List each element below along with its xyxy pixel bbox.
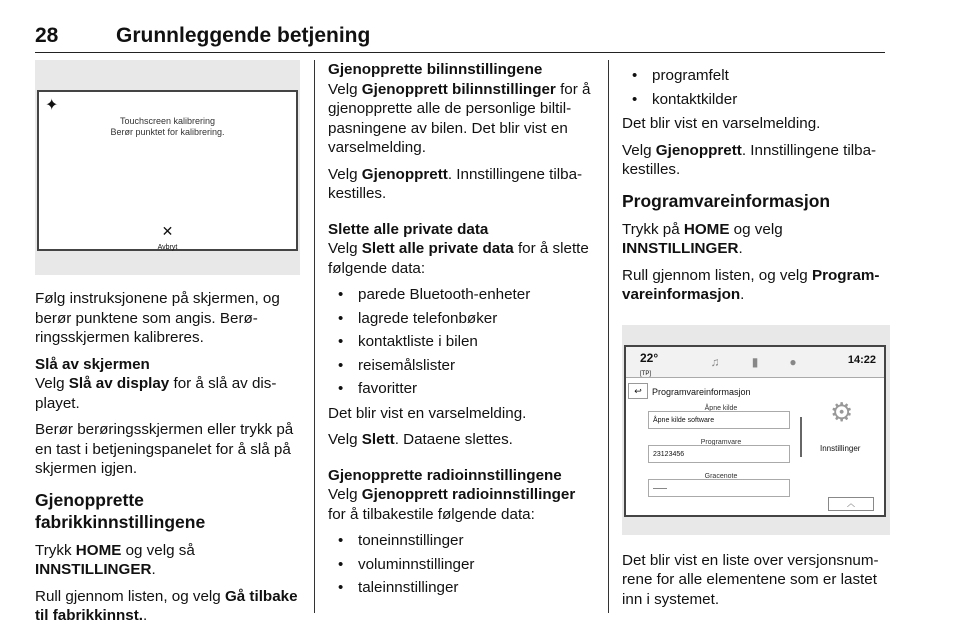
gear-icon[interactable]: ⚙ xyxy=(830,396,854,427)
calibration-intro: Følg instruksjonene på skjermen, og berør punktene som angis. Berø- ringsskjermen kalibreres. xyxy=(35,290,280,346)
status-bar xyxy=(626,347,884,378)
list-item[interactable]: Åpne kilde software xyxy=(648,411,790,429)
screen-off-heading: Slå av skjermen xyxy=(35,355,150,373)
col3-paragraph-1: Det blir vist en varselmelding. xyxy=(622,115,821,132)
page-header xyxy=(35,10,885,53)
radio-settings-list-continued xyxy=(622,66,890,109)
list-item: • kontaktliste i bilen xyxy=(328,332,596,352)
column-1 xyxy=(35,60,300,633)
traffic-program-indicator: [TP] xyxy=(640,370,652,377)
column-2 xyxy=(328,60,596,603)
factory-reset-paragraph-2: Rull gjennom listen, og velg Gå tilbake til fabrikkinnst.. xyxy=(35,587,298,624)
settings-label[interactable]: Innstillinger xyxy=(820,443,861,453)
radio-settings-list xyxy=(328,531,596,598)
factory-reset-paragraph-1: Trykk HOME og velg så INNSTILLINGER. xyxy=(35,541,195,578)
private-data-paragraph-3: Velg Slett. Dataene slettes. xyxy=(328,431,513,448)
list-item: • reisemålslister xyxy=(328,356,596,376)
screen-off-paragraph-2: Berør berøringsskjermen eller trykk på en tast i betjeningspanelet for å slå på skjermen igjen. xyxy=(35,421,294,477)
list-item[interactable]: —— xyxy=(648,479,790,497)
calibration-hint: Berør punktet for kalibrering. xyxy=(110,127,225,137)
private-data-paragraph-1: Velg Slett alle private data for å slette følgende data: xyxy=(328,240,589,277)
vehicle-settings-paragraph-1: Velg Gjenopprett bilinnstillinger for å gjenopprette alle de personlige biltil- pasningene av bilen. Det blir vist en varselmelding. xyxy=(328,80,591,156)
screen-off-paragraph-1: Velg Slå av display for å slå av dis- playet. xyxy=(35,375,277,412)
private-data-paragraph-2: Det blir vist en varselmelding. xyxy=(328,404,527,422)
factory-reset-heading: Gjenopprette fabrikkinnstillingene xyxy=(35,489,206,532)
software-info-heading: Programvareinformasjon xyxy=(622,190,831,211)
software-info-paragraph-2: Rull gjennom listen, og velg Program- vareinformasjon. xyxy=(622,266,880,303)
info-icon[interactable]: ● xyxy=(789,354,797,369)
screen-title: Programvareinformasjon xyxy=(652,386,751,397)
private-data-heading: Slette alle private data xyxy=(328,220,489,238)
calibration-screen xyxy=(37,90,298,251)
music-icon[interactable]: ♫ xyxy=(710,354,720,369)
software-info-screen xyxy=(624,345,886,517)
list-item: • lagrede telefonbøker xyxy=(328,309,596,329)
list-item[interactable]: 23123456 xyxy=(648,445,790,463)
vehicle-settings-heading: Gjenopprette bilinnstillingene xyxy=(328,61,543,78)
column-3 xyxy=(622,60,890,616)
list-item: • voluminnstillinger xyxy=(328,555,596,575)
calibration-title: Touchscreen kalibrering xyxy=(119,116,216,126)
list-item: • kontaktkilder xyxy=(622,90,890,110)
clock: 14:22 xyxy=(847,353,876,366)
list-item: • favoritter xyxy=(328,379,596,399)
crosshair-icon[interactable]: ✦ xyxy=(45,97,59,114)
list-item: • taleinnstillinger xyxy=(328,578,596,598)
group-label: Åpne kilde xyxy=(704,404,738,412)
back-arrow-icon[interactable]: ↩ xyxy=(628,383,648,399)
page-number: 28 xyxy=(35,24,59,47)
software-info-paragraph-1: Trykk på HOME og velg INNSTILLINGER. xyxy=(622,220,783,257)
group-label: Programvare xyxy=(700,438,742,446)
list-item: • programfelt xyxy=(622,66,890,86)
phone-icon[interactable]: ▮ xyxy=(751,354,759,369)
software-info-paragraph-3: Det blir vist en liste over versjonsnum- rene for alle elementene som er lastet inn i systemet. xyxy=(622,551,879,608)
radio-settings-heading: Gjenopprette radioinnstillingene xyxy=(328,466,562,484)
scrollbar[interactable] xyxy=(798,403,804,503)
col3-paragraph-2: Velg Gjenopprett. Innstillingene tilba- kestilles. xyxy=(622,141,877,178)
private-data-list xyxy=(328,285,596,399)
list-item: • parede Bluetooth-enheter xyxy=(328,285,596,305)
cancel-label[interactable]: Avbryt xyxy=(157,244,178,251)
vehicle-settings-paragraph-2: Velg Gjenopprett. Innstillingene tilba- kestilles. xyxy=(328,165,583,202)
radio-settings-paragraph-1: Velg Gjenopprett radioinnstillinger for å tilbakestile følgende data: xyxy=(328,486,576,523)
list-item: • toneinnstillinger xyxy=(328,531,596,551)
column-divider xyxy=(608,60,609,613)
calibration-figure xyxy=(35,60,300,275)
close-icon[interactable]: ✕ xyxy=(161,223,174,239)
temperature: 22° xyxy=(640,350,659,365)
chapter-title: Grunnleggende betjening xyxy=(116,24,371,47)
column-divider xyxy=(314,60,315,613)
chevron-up-icon[interactable]: ︿ xyxy=(828,497,874,511)
software-info-figure xyxy=(622,325,890,535)
group-label: Gracenote xyxy=(704,472,738,480)
